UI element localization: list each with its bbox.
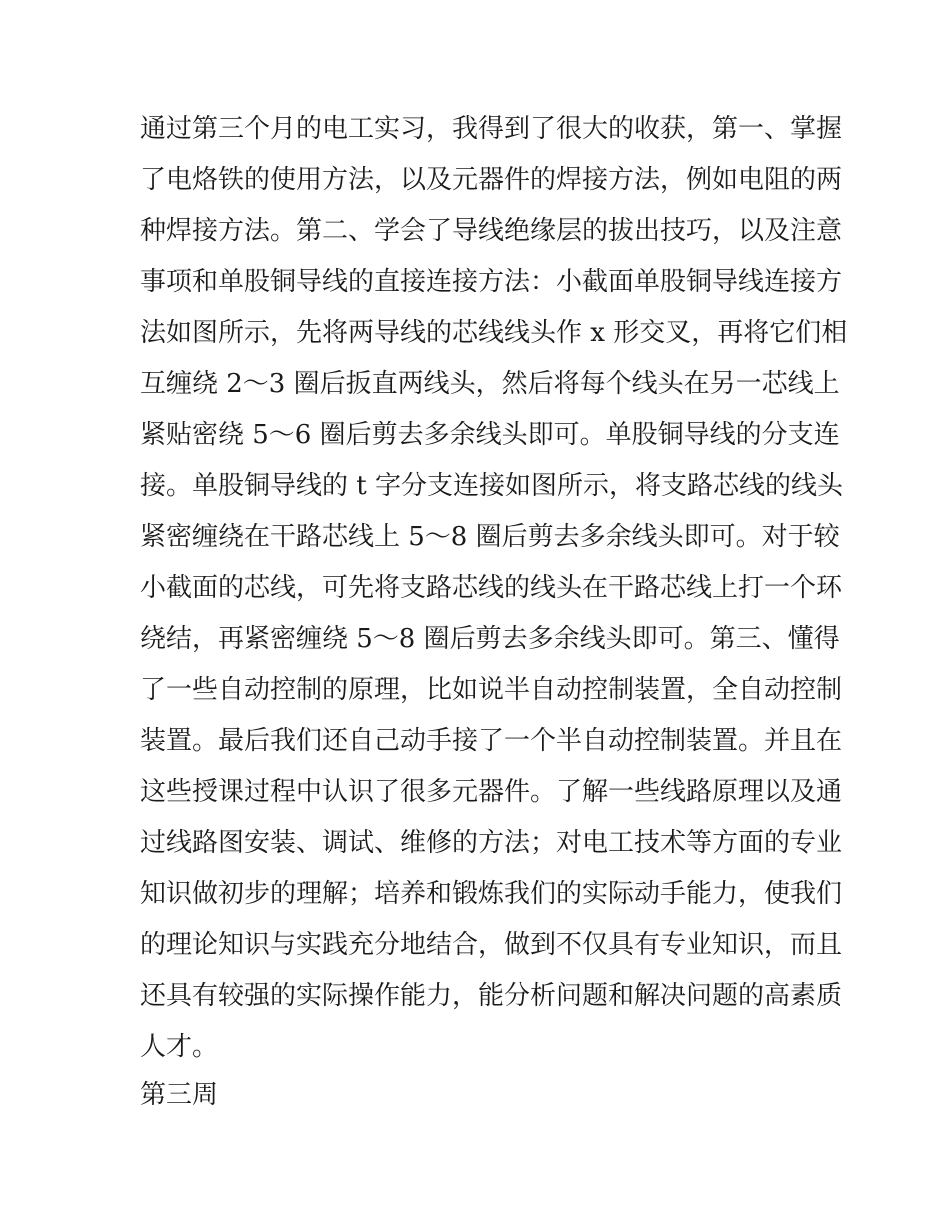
paragraph-line: 小截面的芯线，可先将支路芯线的线头在干路芯线上打一个环 — [140, 573, 843, 603]
paragraph-line: 接。单股铜导线的 t 字分支连接如图所示，将支路芯线的线头 — [140, 471, 843, 501]
body-paragraph — [140, 104, 848, 1073]
paragraph-line: 还具有较强的实际操作能力，能分析问题和解决问题的高素质 — [140, 981, 843, 1011]
paragraph-line: 种焊接方法。第二、学会了导线绝缘层的拔出技巧，以及注意 — [140, 216, 843, 246]
paragraph-line: 通过第三个月的电工实习，我得到了很大的收获，第一、掌握 — [140, 114, 843, 144]
paragraph-line: 紧贴密绕 5～6 圈后剪去多余线头即可。单股铜导线的分支连 — [140, 420, 840, 450]
paragraph-line: 紧密缠绕在干路芯线上 5～8 圈后剪去多余线头即可。对于较 — [140, 522, 840, 552]
paragraph-line: 的理论知识与实践充分地结合，做到不仅具有专业知识，而且 — [140, 930, 843, 960]
paragraph-line: 事项和单股铜导线的直接连接方法：小截面单股铜导线连接方 — [140, 267, 843, 297]
paragraph-line: 绕结，再紧密缠绕 5～8 圈后剪去多余线头即可。第三、懂得 — [140, 624, 840, 654]
paragraph-line: 装置。最后我们还自己动手接了一个半自动控制装置。并且在 — [140, 726, 843, 756]
paragraph-line: 知识做初步的理解；培养和锻炼我们的实际动手能力，使我们 — [140, 879, 843, 909]
paragraph-line: 法如图所示，先将两导线的芯线线头作 x 形交叉，再将它们相 — [140, 318, 848, 348]
paragraph-line: 这些授课过程中认识了很多元器件。了解一些线路原理以及通 — [140, 777, 843, 807]
paragraph-line: 互缠绕 2～3 圈后扳直两线头，然后将每个线头在另一芯线上 — [140, 369, 840, 399]
paragraph-line: 了电烙铁的使用方法，以及元器件的焊接方法，例如电阻的两 — [140, 165, 843, 195]
section-heading: 第三周 — [140, 1080, 219, 1110]
paragraph-line: 过线路图安装、调试、维修的方法；对电工技术等方面的专业 — [140, 828, 843, 858]
paragraph-line: 了一些自动控制的原理，比如说半自动控制装置，全自动控制 — [140, 675, 843, 705]
paragraph-line: 人才。 — [140, 1032, 219, 1062]
